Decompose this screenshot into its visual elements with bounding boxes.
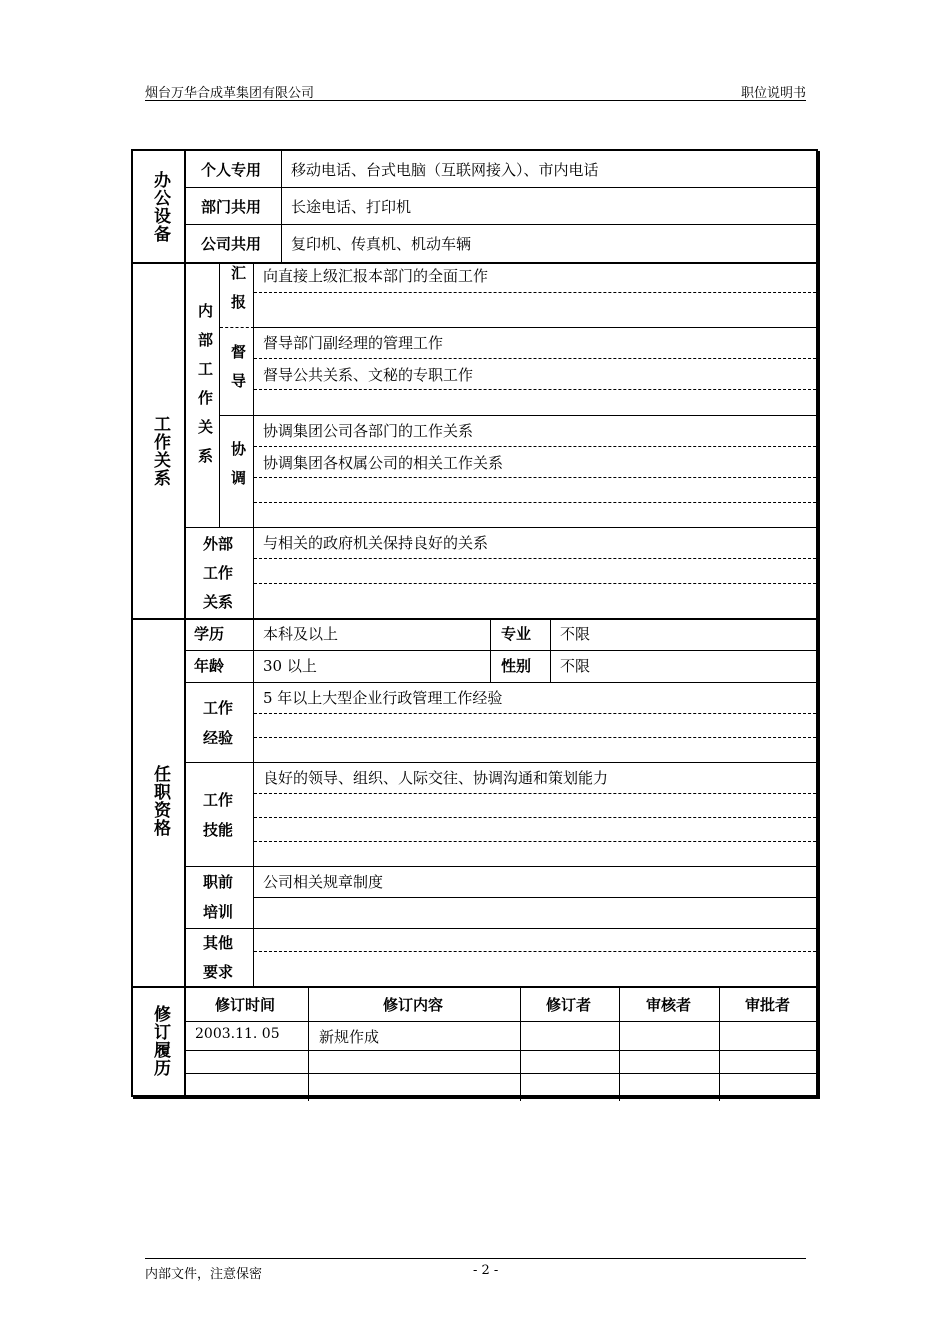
divider [281, 151, 282, 262]
divider [719, 986, 720, 1101]
equip-label-company: 公司共用 [201, 235, 262, 253]
page-number: - 2 - [473, 1263, 499, 1278]
divider [308, 986, 309, 1101]
divider [254, 327, 816, 328]
divider [185, 762, 816, 763]
gender-value: 不限 [560, 657, 591, 675]
job-description-table [131, 149, 818, 1097]
rev-header-date: 修订时间 [215, 996, 276, 1014]
education-label: 学历 [194, 625, 225, 643]
skills-label-1: 工作 [203, 791, 234, 809]
equip-value-personal: 移动电话、台式电脑（互联网接入）、市内电话 [291, 161, 599, 179]
divider [133, 986, 816, 988]
experience-label-2: 经验 [203, 729, 234, 747]
training-value: 公司相关规章制度 [263, 873, 384, 891]
major-label: 专业 [501, 625, 532, 643]
external-label-3: 关系 [203, 593, 234, 611]
divider [254, 817, 816, 818]
divider [253, 618, 254, 986]
divider [619, 986, 620, 1101]
divider [254, 389, 816, 390]
skills-value: 良好的领导、组织、人际交往、协调沟通和策划能力 [263, 769, 609, 787]
divider [254, 737, 816, 738]
gender-label: 性别 [501, 657, 532, 675]
divider [133, 262, 816, 264]
equip-value-company: 复印机、传真机、机动车辆 [291, 235, 472, 253]
experience-value: 5 年以上大型企业行政管理工作经验 [263, 689, 503, 707]
divider [254, 841, 816, 842]
rev-row-1-date: 2003.11. 05 [195, 1026, 280, 1042]
other-label-1: 其他 [203, 934, 234, 952]
divider [254, 713, 816, 714]
divider [254, 897, 816, 898]
divider [254, 583, 816, 584]
divider [185, 224, 816, 225]
confidential-note: 内部文件，注意保密 [145, 1267, 263, 1282]
internal-relations-label: 内部工作关系 [196, 303, 214, 477]
coordinate-label: 协调 [229, 441, 247, 499]
equip-label-department: 部门共用 [201, 198, 262, 216]
divider [254, 477, 816, 478]
major-value: 不限 [560, 625, 591, 643]
divider [219, 262, 220, 527]
equip-value-department: 长途电话、打印机 [291, 198, 412, 216]
supervise-label: 督导 [229, 344, 247, 402]
rev-header-reviser: 修订者 [546, 996, 592, 1014]
divider [253, 527, 254, 618]
section-work-relations: 工作关系 [150, 415, 170, 487]
divider [185, 527, 816, 528]
age-value: 30 以上 [263, 657, 317, 675]
age-label: 年龄 [194, 657, 225, 675]
report-line-1: 向直接上级汇报本部门的全面工作 [263, 267, 489, 285]
rev-header-approver: 审批者 [745, 996, 791, 1014]
rev-row-1-content: 新规作成 [319, 1028, 380, 1046]
report-label: 汇报 [229, 265, 247, 323]
supervise-line-1: 督导部门副经理的管理工作 [263, 334, 444, 352]
page-footer [145, 1258, 806, 1282]
training-label-1: 职前 [203, 873, 234, 891]
divider [254, 446, 816, 447]
divider [185, 928, 816, 929]
divider [254, 558, 816, 559]
divider [253, 262, 254, 527]
section-revision-history: 修订履历 [150, 1005, 170, 1077]
divider [185, 187, 816, 188]
equip-label-personal: 个人专用 [201, 161, 262, 179]
divider [185, 1050, 816, 1051]
divider [185, 682, 816, 683]
divider [133, 618, 816, 620]
other-label-2: 要求 [203, 963, 234, 981]
external-label-1: 外部 [203, 535, 234, 553]
section-qualifications: 任职资格 [150, 765, 170, 837]
education-value: 本科及以上 [263, 625, 339, 643]
divider [185, 866, 816, 867]
divider [254, 793, 816, 794]
skills-label-2: 技能 [203, 821, 234, 839]
divider [254, 951, 816, 952]
coordinate-line-1: 协调集团公司各部门的工作关系 [263, 422, 474, 440]
divider [254, 292, 816, 293]
divider [254, 502, 816, 503]
coordinate-line-2: 协调集团各权属公司的相关工作关系 [263, 454, 504, 472]
divider [185, 1021, 816, 1022]
divider [185, 1073, 816, 1074]
divider [220, 327, 254, 328]
divider [254, 358, 816, 359]
external-line-1: 与相关的政府机关保持良好的关系 [263, 534, 489, 552]
section-office-equipment: 办公设备 [150, 171, 170, 243]
external-label-2: 工作 [203, 564, 234, 582]
divider [220, 415, 816, 416]
experience-label-1: 工作 [203, 699, 234, 717]
document-type: 职位说明书 [740, 86, 806, 101]
section-divider [184, 151, 186, 1095]
page-header [145, 82, 806, 101]
supervise-line-2: 督导公共关系、文秘的专职工作 [263, 366, 474, 384]
divider [520, 986, 521, 1101]
training-label-2: 培训 [203, 903, 234, 921]
company-name: 烟台万华合成革集团有限公司 [145, 86, 315, 101]
rev-header-content: 修订内容 [383, 996, 444, 1014]
rev-header-reviewer: 审核者 [646, 996, 692, 1014]
divider [185, 650, 816, 651]
